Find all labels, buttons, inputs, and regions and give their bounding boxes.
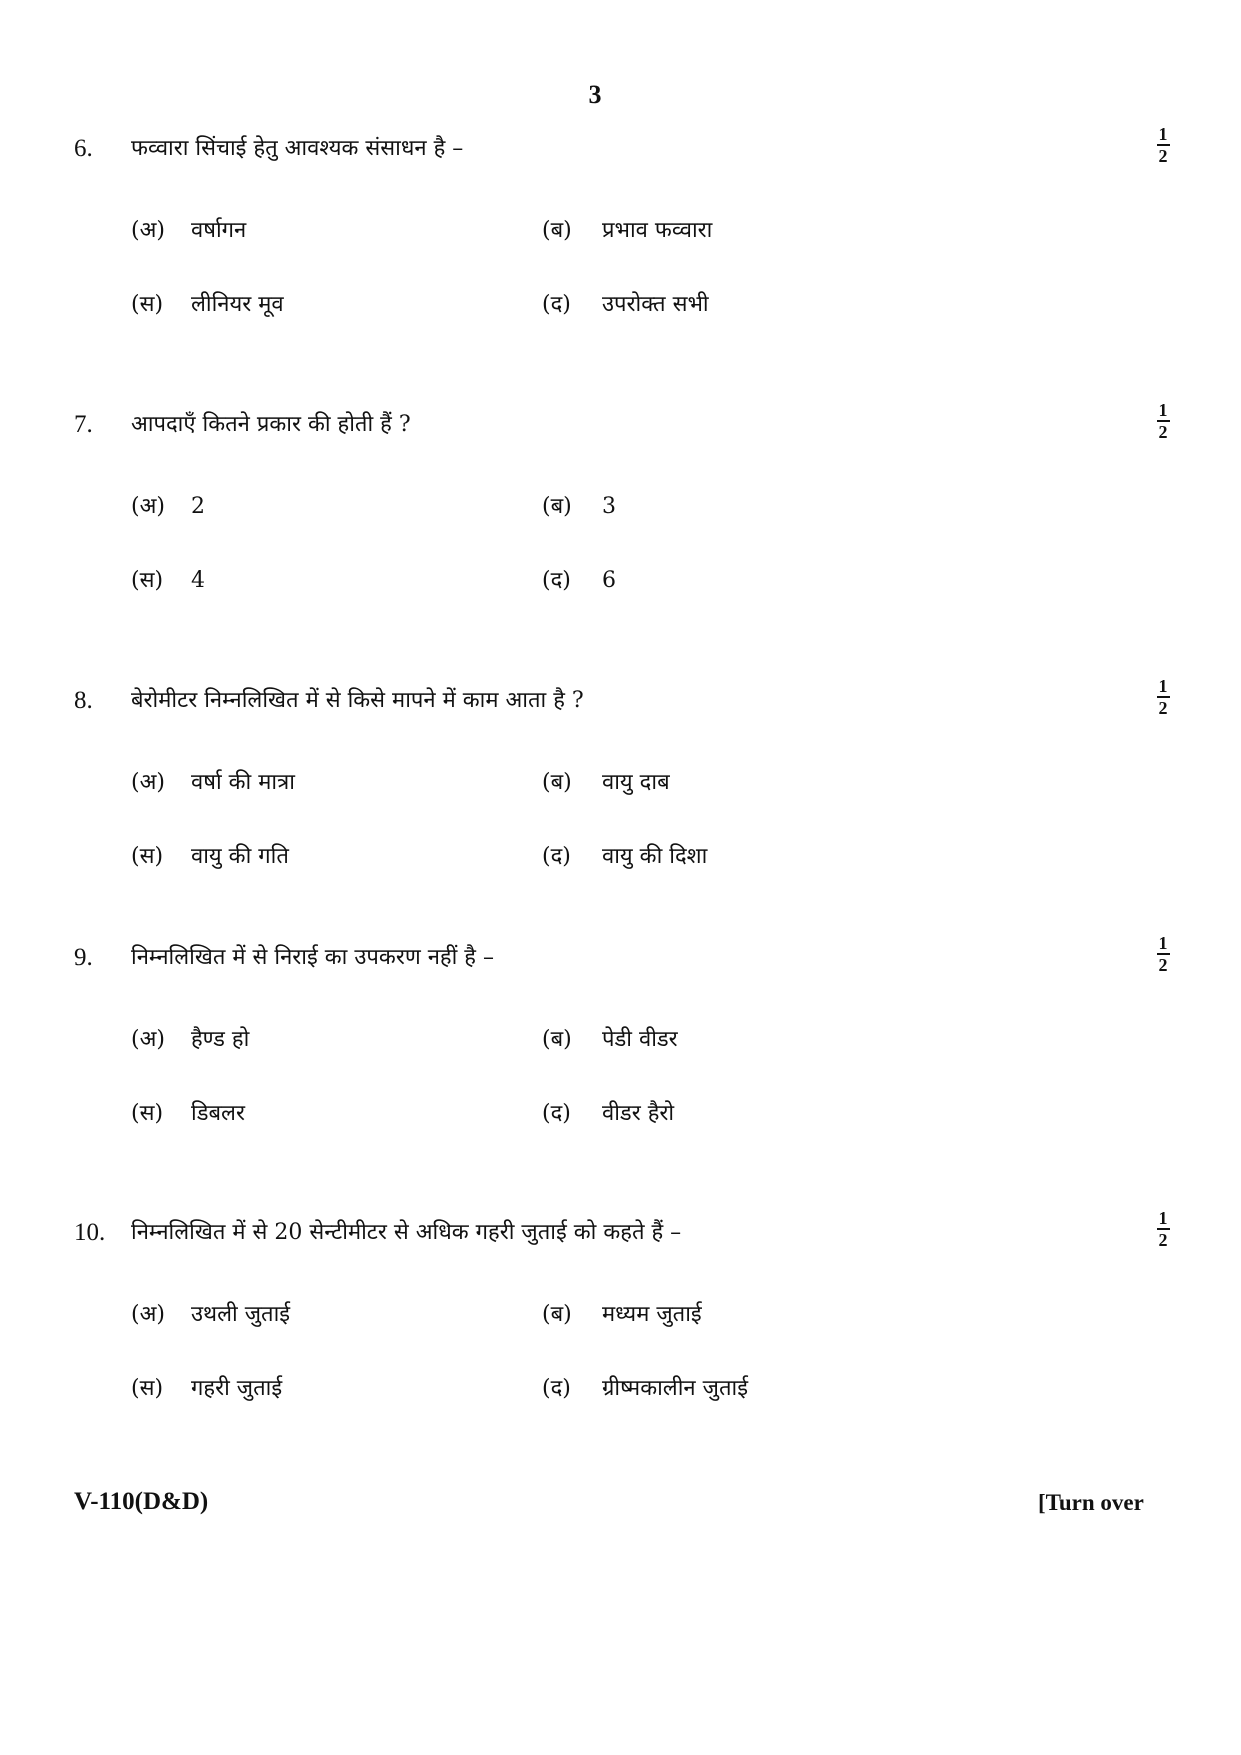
option-label: (अ) (131, 1027, 165, 1052)
option-text: प्रभाव फव्वारा (602, 218, 713, 243)
option-text: मध्यम जुताई (602, 1302, 702, 1327)
option-text: 3 (602, 494, 616, 519)
option-label: (द) (542, 568, 571, 593)
question-number: 10. (74, 1219, 106, 1246)
page-number: 3 (588, 80, 602, 109)
option-text: उथली जुताई (191, 1302, 291, 1327)
question-number: 8. (74, 687, 93, 714)
question-number: 6. (74, 135, 93, 162)
question-7 (0, 400, 1241, 608)
option-label: (स) (131, 1376, 164, 1401)
marks-half: 1 2 (1158, 400, 1168, 442)
option-text: डिबलर (191, 1101, 245, 1126)
option-label: (अ) (131, 494, 165, 519)
option-label: (ब) (542, 1027, 572, 1052)
option-label: (ब) (542, 218, 572, 243)
option-text: वीडर हैरो (602, 1101, 675, 1126)
turn-over-note: [Turn over (1038, 1490, 1144, 1515)
option-text: वायु की दिशा (602, 844, 708, 869)
option-text: उपरोक्त सभी (602, 292, 709, 317)
question-number: 9. (74, 944, 93, 971)
option-text: पेडी वीडर (602, 1027, 678, 1052)
paper-code: V-110(D&D) (74, 1488, 209, 1515)
option-text: वर्षा की मात्रा (191, 770, 295, 795)
option-label: (स) (131, 844, 164, 869)
option-label: (ब) (542, 770, 572, 795)
option-text: गहरी जुताई (191, 1376, 283, 1401)
option-label: (ब) (542, 1302, 572, 1327)
question-text: निम्नलिखित में से निराई का उपकरण नहीं है – (131, 945, 494, 970)
option-text: 4 (191, 568, 205, 593)
marks-half: 1 2 (1158, 1208, 1168, 1250)
option-label: (द) (542, 292, 571, 317)
option-text: वायु की गति (191, 844, 289, 869)
question-6 (0, 124, 1241, 332)
option-label: (द) (542, 1376, 571, 1401)
question-number: 7. (74, 411, 93, 438)
question-10 (0, 1208, 1241, 1416)
marks-half: 1 2 (1158, 933, 1168, 975)
option-text: ग्रीष्मकालीन जुताई (602, 1376, 748, 1401)
option-text: वायु दाब (602, 770, 670, 795)
option-label: (द) (542, 1101, 571, 1126)
marks-half: 1 2 (1158, 124, 1168, 166)
option-text: लीनियर मूव (191, 292, 284, 317)
option-text: वर्षागन (191, 218, 247, 243)
option-label: (द) (542, 844, 571, 869)
option-text: हैण्ड हो (191, 1027, 250, 1052)
option-text: 6 (602, 568, 616, 593)
option-label: (स) (131, 292, 164, 317)
question-8 (0, 676, 1241, 884)
option-label: (अ) (131, 770, 165, 795)
option-label: (अ) (131, 1302, 165, 1327)
option-label: (अ) (131, 218, 165, 243)
option-label: (स) (131, 568, 164, 593)
question-text: फव्वारा सिंचाई हेतु आवश्यक संसाधन है – (131, 136, 464, 161)
marks-half: 1 2 (1158, 676, 1168, 718)
option-text: 2 (191, 494, 205, 519)
question-text: निम्नलिखित में से 20 सेन्टीमीटर से अधिक गहरी जुताई को कहते हैं – (131, 1220, 682, 1245)
option-label: (ब) (542, 494, 572, 519)
option-label: (स) (131, 1101, 164, 1126)
question-text: बेरोमीटर निम्नलिखित में से किसे मापने में काम आता है ? (131, 688, 584, 713)
question-9 (0, 933, 1241, 1141)
question-text: आपदाएँ कितने प्रकार की होती हैं ? (131, 412, 411, 437)
